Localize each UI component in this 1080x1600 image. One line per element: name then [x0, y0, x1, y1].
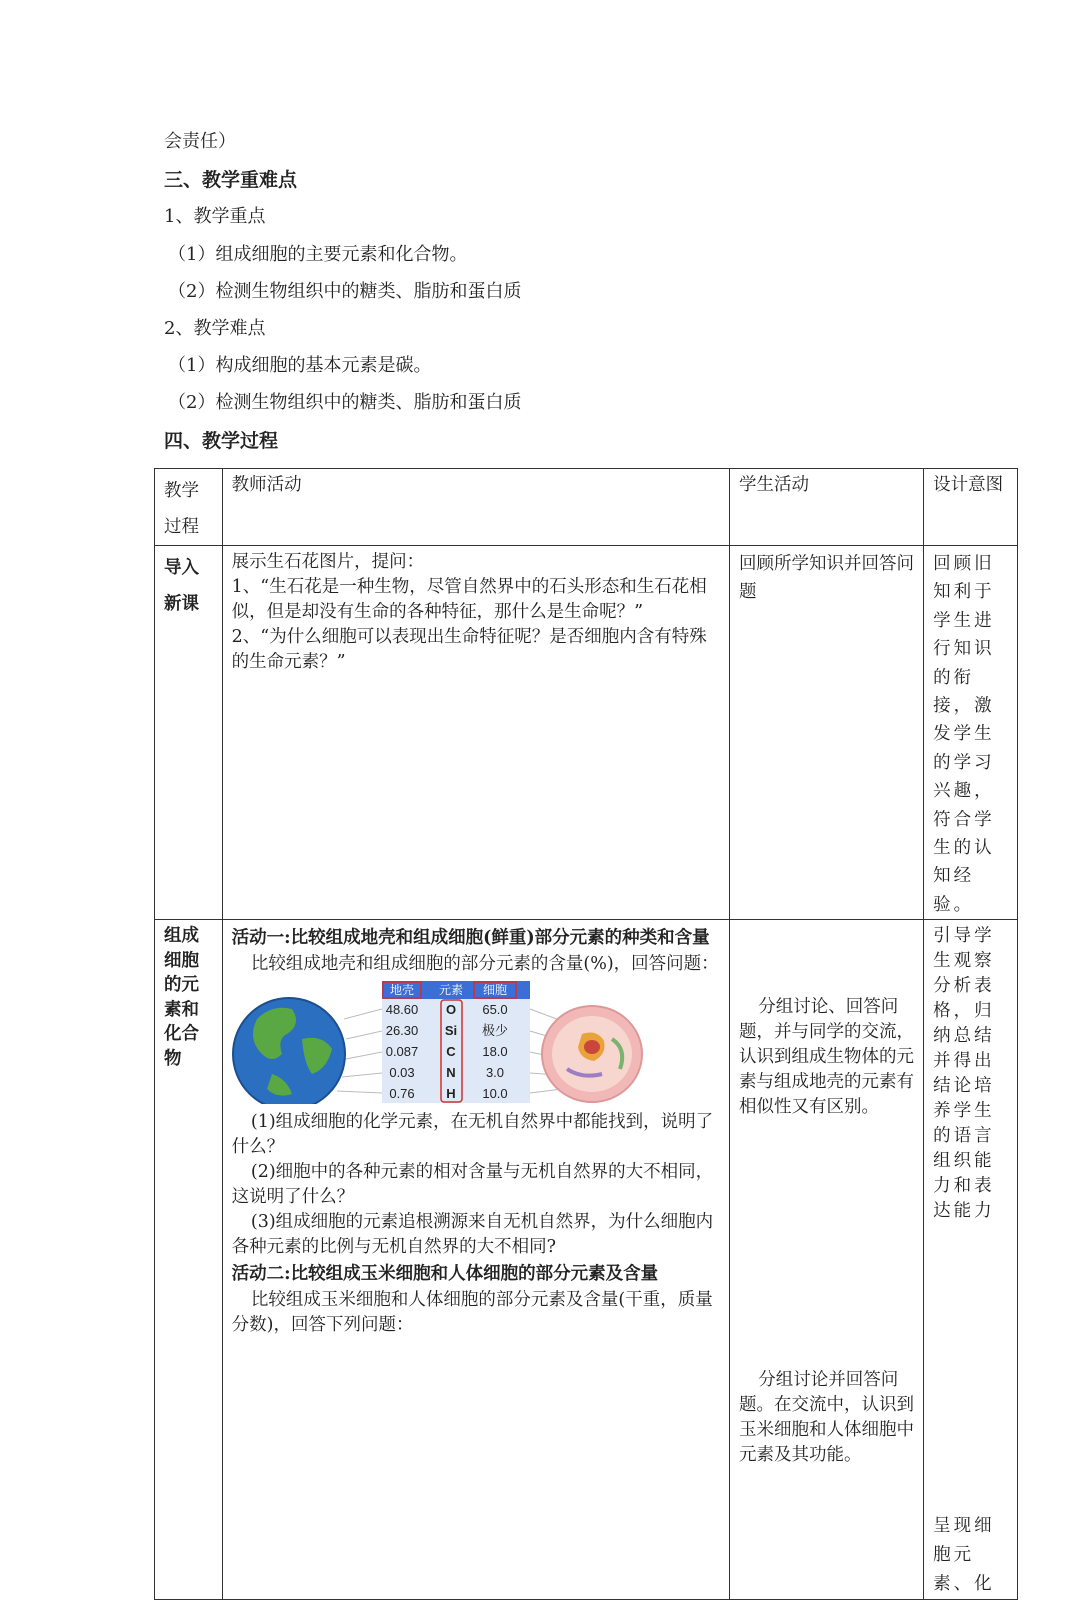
- fig-cell-2-1: C: [445, 1044, 456, 1060]
- intent-elements-2: 呈现细胞元素、化: [933, 1516, 995, 1595]
- intent-intro: 回顾旧知利于学生进行知识的衔接，激发学生的学习兴趣，符合学生的认知经验。: [924, 546, 1018, 920]
- fig-header-crust: 地壳: [389, 983, 414, 998]
- question-2: (2)细胞中的各种元素的相对含量与无机自然界的大不相同，这说明了什么？: [231, 1162, 714, 1208]
- difficult-points-title: 2、教学难点: [164, 318, 266, 339]
- question-3: (3)组成细胞的元素追根溯源来自无机自然界，为什么细胞内各种元素的比例与无机自然界的大不相同?: [231, 1212, 714, 1258]
- key-points-title: 1、教学重点: [164, 206, 266, 227]
- fig-cell-0-1: O: [445, 1002, 456, 1018]
- fig-cell-2-0: 0.087: [385, 1044, 418, 1060]
- fig-cell-4-2: 10.0: [481, 1086, 508, 1102]
- difficult-point-2: （2）检测生物组织中的糖类、脂肪和蛋白质: [168, 392, 522, 413]
- teaching-process-table: [154, 468, 1018, 1600]
- student-elements-2: 分组讨论并回答问题。在交流中，认识到玉米细胞和人体细胞中元素及其功能。: [738, 1370, 914, 1466]
- header-student: 学生活动: [729, 469, 923, 546]
- earth-cell-figure: [232, 979, 692, 1104]
- activity2-text: 比较组成玉米细胞和人体细胞的部分元素及含量(干重，质量分数)，回答下列问题：: [231, 1290, 713, 1336]
- teacher-intro-question-1: 1、“生石花是一种生物，尽管自然界中的石头形态和生石花相似，但是却没有生命的各种特征，那什么是生命呢？”: [231, 577, 707, 622]
- difficult-point-1: （1）构成细胞的基本元素是碳。: [168, 355, 432, 376]
- fig-cell-4-1: H: [445, 1086, 456, 1102]
- key-point-1: （1）组成细胞的主要元素和化合物。: [168, 244, 468, 265]
- key-point-2: （2）检测生物组织中的糖类、脂肪和蛋白质: [168, 281, 522, 302]
- fig-cell-3-2: 3.0: [485, 1065, 504, 1081]
- activity2-title: 活动二:比较组成玉米细胞和人体细胞的部分元素及含量: [231, 1264, 659, 1285]
- header-stage: 教学过程: [155, 469, 223, 546]
- earth-cell-illustration: [232, 979, 692, 1104]
- question-1: (1)组成细胞的化学元素，在无机自然界中都能找到，说明了什么？: [231, 1112, 714, 1158]
- table-header-row: [155, 469, 1018, 546]
- header-teacher: 教师活动: [222, 469, 729, 546]
- intro-tail: 会责任）: [164, 131, 236, 152]
- fig-cell-1-1: Si: [444, 1023, 457, 1039]
- header-intent: 设计意图: [924, 469, 1018, 546]
- intent-elements-1: 引导学生观察分析表格，归纳总结并得出结论培养学生的语言组织能力和表达能力: [933, 926, 995, 1222]
- fig-cell-0-2: 65.0: [481, 1002, 508, 1018]
- fig-cell-4-0: 0.76: [388, 1086, 415, 1102]
- stage-intro: 导入新课: [155, 546, 223, 920]
- fig-cell-3-1: N: [445, 1065, 456, 1081]
- student-elements: [729, 920, 923, 1600]
- fig-header-element: 元素: [438, 983, 463, 998]
- teacher-intro-line: 展示生石花图片，提问：: [231, 552, 425, 572]
- section4-title: 四、教学过程: [164, 430, 279, 452]
- teacher-elements: [222, 920, 729, 1600]
- student-elements-1: 分组讨论、回答问题，并与同学的交流，认识到组成生物体的元素与组成地壳的元素有相似性又有区别。: [738, 997, 914, 1118]
- fig-cell-1-2: 极少: [481, 1023, 508, 1039]
- intent-elements: [924, 920, 1018, 1600]
- fig-cell-0-0: 48.60: [385, 1002, 418, 1018]
- teacher-intro-question-2: 2、“为什么细胞可以表现出生命特征呢？是否细胞内含有特殊的生命元素？”: [231, 627, 707, 672]
- teacher-intro: [222, 546, 729, 920]
- fig-cell-1-0: 26.30: [385, 1023, 418, 1039]
- section3-title: 三、教学重难点: [164, 169, 298, 191]
- table-row-intro: [155, 546, 1018, 920]
- stage-elements: 组成细胞的元素和化合物: [155, 920, 223, 1600]
- fig-header-cell: 细胞: [482, 983, 507, 998]
- fig-cell-3-0: 0.03: [388, 1065, 415, 1081]
- activity1-text: 比较组成地壳和组成细胞的部分元素的含量(%)，回答问题：: [250, 954, 719, 975]
- table-row-elements: [155, 920, 1018, 1600]
- activity1-title: 活动一:比较组成地壳和组成细胞(鲜重)部分元素的种类和含量: [231, 928, 710, 949]
- student-intro: 回顾所学知识并回答问题: [729, 546, 923, 920]
- fig-cell-2-2: 18.0: [481, 1044, 508, 1060]
